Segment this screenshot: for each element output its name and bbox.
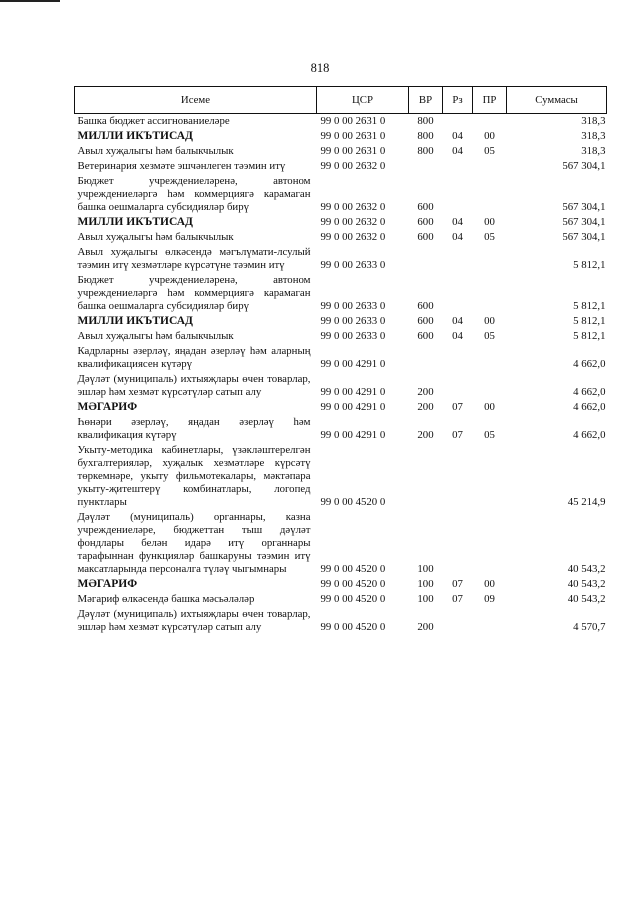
- row-pr: 00: [484, 401, 495, 413]
- row-rz: [443, 607, 473, 635]
- table-row: [75, 329, 607, 344]
- row-sum: 45 214,9: [567, 496, 606, 508]
- row-rz: [443, 372, 473, 400]
- row-pr: [473, 174, 507, 215]
- row-pr: 09: [484, 593, 495, 605]
- row-vr: 600: [417, 330, 434, 342]
- table-row: [75, 144, 607, 159]
- row-vr: 100: [417, 563, 434, 575]
- row-vr: 600: [417, 300, 434, 312]
- table-row: [75, 273, 607, 314]
- row-pr: [473, 159, 507, 174]
- row-name: Авыл хуҗалыгы һәм балыкчылык: [77, 231, 234, 243]
- row-csr: 99 0 00 2633 0: [320, 300, 386, 312]
- row-name: Дәүләт (муниципаль) ихтыяҗлары өчен товарлар, эшләр һәм хезмәт күрсәтүләр сатып алу: [77, 373, 311, 398]
- row-vr: 800: [417, 130, 434, 142]
- row-pr: [473, 372, 507, 400]
- header-sum: Суммасы: [507, 87, 607, 114]
- table-header-row: [75, 87, 607, 114]
- row-pr: [473, 273, 507, 314]
- table-row: [75, 443, 607, 510]
- row-name: Авыл хуҗалыгы һәм балыкчылык: [77, 145, 234, 157]
- table-row: [75, 245, 607, 273]
- row-pr: 00: [484, 315, 495, 327]
- table-row: [75, 159, 607, 174]
- row-csr: 99 0 00 4291 0: [320, 358, 386, 370]
- row-csr: 99 0 00 2633 0: [320, 259, 386, 271]
- row-name: Укыту-методика кабинетлары, үзәкләштерелгән бухгалтерияләр, хуҗалык хезмәтләре күрсәтү төркемнәре, укыту фильмотекалары, мәктәпара укыту-җитештерү комбинатлары, логопед пунктлары: [77, 444, 311, 508]
- row-pr: 00: [484, 216, 495, 228]
- header-rz: Рз: [443, 87, 473, 114]
- header-csr: ЦСР: [317, 87, 409, 114]
- row-csr: 99 0 00 4291 0: [320, 401, 386, 413]
- table-row: [75, 510, 607, 577]
- row-name: Һөнәри әзерләү, яңадан әзерләү һәм квалификация күтәрү: [77, 416, 311, 441]
- row-rz: 07: [452, 429, 463, 441]
- row-sum: 318,3: [581, 145, 606, 157]
- row-vr: 100: [417, 578, 434, 590]
- row-sum: 4 662,0: [573, 386, 606, 398]
- table-row: [75, 174, 607, 215]
- row-pr: [473, 510, 507, 577]
- row-rz: 04: [452, 231, 463, 243]
- table-row: [75, 577, 607, 592]
- table-row: [75, 129, 607, 144]
- row-name: Дәүләт (муниципаль) органнары, казна учреждениеләре, бюджеттан тыш дәүләт фондлары белән идарә итү органнары тарафыннан функцияләр башкаруны тәэмин итү максатларында персоналга түләү чыгымнары: [77, 511, 311, 575]
- row-csr: 99 0 00 2632 0: [320, 201, 386, 213]
- row-name: Бюджет учреждениеләренә, автоном учреждениеләргә һәм коммерциягә карамаган башка оешмаларга субсидияләр бирү: [77, 274, 311, 312]
- row-sum: 5 812,1: [573, 300, 606, 312]
- row-rz: 04: [452, 130, 463, 142]
- header-name: Исеме: [75, 87, 317, 114]
- row-vr: [409, 159, 443, 174]
- row-pr: [473, 607, 507, 635]
- page-number: 818: [310, 61, 330, 75]
- row-name: МИЛЛИ ИКЪТИСАД: [77, 130, 193, 142]
- row-vr: 600: [417, 201, 434, 213]
- table-row: [75, 400, 607, 415]
- row-rz: [443, 174, 473, 215]
- row-sum: 40 543,2: [567, 593, 606, 605]
- row-sum: 567 304,1: [562, 231, 606, 243]
- row-vr: 800: [417, 115, 434, 127]
- table-row: [75, 114, 607, 130]
- row-csr: 99 0 00 2632 0: [320, 160, 386, 172]
- row-pr: [473, 114, 507, 130]
- row-csr: 99 0 00 4520 0: [320, 496, 386, 508]
- row-sum: 5 812,1: [573, 315, 606, 327]
- table-row: [75, 415, 607, 443]
- row-csr: 99 0 00 2633 0: [320, 330, 386, 342]
- row-name: Авыл хуҗалыгы өлкәсендә мәгълүмати-лсулый тәэмин итү хезмәтләре күрсәтүне тәэмин итү: [77, 246, 311, 271]
- row-sum: 4 662,0: [573, 429, 606, 441]
- row-sum: 4 662,0: [573, 358, 606, 370]
- row-csr: 99 0 00 2631 0: [320, 115, 386, 127]
- row-sum: 567 304,1: [562, 160, 606, 172]
- table-row: [75, 607, 607, 635]
- row-csr: 99 0 00 2631 0: [320, 145, 386, 157]
- row-pr: 00: [484, 578, 495, 590]
- row-name: Дәүләт (муниципаль) ихтыяҗлары өчен товарлар, эшләр һәм хезмәт күрсәтүләр сатып алу: [77, 608, 311, 633]
- row-csr: 99 0 00 4520 0: [320, 621, 386, 633]
- row-name: Ветеринария хезмәте эшчәнлеген тәэмин итү: [77, 160, 286, 172]
- row-sum: 318,3: [581, 115, 606, 127]
- row-rz: 07: [452, 578, 463, 590]
- row-vr: 600: [417, 231, 434, 243]
- row-sum: 567 304,1: [562, 201, 606, 213]
- row-vr: [409, 245, 443, 273]
- row-rz: [443, 245, 473, 273]
- row-pr: 00: [484, 130, 495, 142]
- row-rz: 04: [452, 216, 463, 228]
- row-rz: [443, 273, 473, 314]
- row-rz: [443, 159, 473, 174]
- row-name: Кадрларны әзерләү, яңадан әзерләү һәм аларның квалификациясен күтәрү: [77, 345, 311, 370]
- row-csr: 99 0 00 2632 0: [320, 216, 386, 228]
- table-row: [75, 215, 607, 230]
- row-sum: 4 570,7: [573, 621, 606, 633]
- scan-edge-mark: [0, 0, 60, 2]
- row-name: МИЛЛИ ИКЪТИСАД: [77, 216, 193, 228]
- row-name: МИЛЛИ ИКЪТИСАД: [77, 315, 193, 327]
- row-rz: 04: [452, 145, 463, 157]
- row-sum: 5 812,1: [573, 330, 606, 342]
- row-csr: 99 0 00 2632 0: [320, 231, 386, 243]
- row-pr: [473, 245, 507, 273]
- row-rz: [443, 344, 473, 372]
- row-vr: 100: [417, 593, 434, 605]
- row-sum: 40 543,2: [567, 578, 606, 590]
- row-vr: 200: [417, 401, 434, 413]
- table-row: [75, 592, 607, 607]
- header-pr: ПР: [473, 87, 507, 114]
- row-rz: [443, 443, 473, 510]
- row-name: Бюджет учреждениеләренә, автоном учреждениеләргә һәм коммерциягә карамаган башка оешмаларга субсидияләр бирү: [77, 175, 311, 213]
- table-row: [75, 314, 607, 329]
- row-name: Мәгариф өлкәсендә башка мәсьәләләр: [77, 593, 255, 605]
- row-vr: 200: [417, 429, 434, 441]
- row-vr: [409, 443, 443, 510]
- row-csr: 99 0 00 4520 0: [320, 563, 386, 575]
- row-sum: 567 304,1: [562, 216, 606, 228]
- table-row: [75, 344, 607, 372]
- row-csr: 99 0 00 4291 0: [320, 429, 386, 441]
- row-pr: 05: [484, 330, 495, 342]
- row-pr: 05: [484, 429, 495, 441]
- row-name: МӘГАРИФ: [77, 578, 138, 590]
- row-csr: 99 0 00 2633 0: [320, 315, 386, 327]
- row-rz: 04: [452, 330, 463, 342]
- row-pr: [473, 344, 507, 372]
- row-vr: 200: [417, 621, 434, 633]
- row-vr: 600: [417, 315, 434, 327]
- row-vr: [409, 344, 443, 372]
- row-csr: 99 0 00 2631 0: [320, 130, 386, 142]
- row-name: Башка бюджет ассигнованиеләре: [77, 115, 230, 127]
- row-name: Авыл хуҗалыгы һәм балыкчылык: [77, 330, 234, 342]
- row-sum: 40 543,2: [567, 563, 606, 575]
- table-row: [75, 372, 607, 400]
- row-rz: [443, 114, 473, 130]
- header-vr: ВР: [409, 87, 443, 114]
- row-rz: 07: [452, 401, 463, 413]
- row-rz: 07: [452, 593, 463, 605]
- row-csr: 99 0 00 4291 0: [320, 386, 386, 398]
- row-vr: 600: [417, 216, 434, 228]
- row-sum: 4 662,0: [573, 401, 606, 413]
- budget-table: [74, 86, 607, 635]
- row-sum: 5 812,1: [573, 259, 606, 271]
- row-vr: 200: [417, 386, 434, 398]
- row-pr: 05: [484, 145, 495, 157]
- row-vr: 800: [417, 145, 434, 157]
- row-csr: 99 0 00 4520 0: [320, 593, 386, 605]
- row-rz: 04: [452, 315, 463, 327]
- table-row: [75, 230, 607, 245]
- row-sum: 318,3: [581, 130, 606, 142]
- row-pr: [473, 443, 507, 510]
- table-body: [75, 114, 607, 636]
- row-name: МӘГАРИФ: [77, 401, 138, 413]
- row-pr: 05: [484, 231, 495, 243]
- row-rz: [443, 510, 473, 577]
- row-csr: 99 0 00 4520 0: [320, 578, 386, 590]
